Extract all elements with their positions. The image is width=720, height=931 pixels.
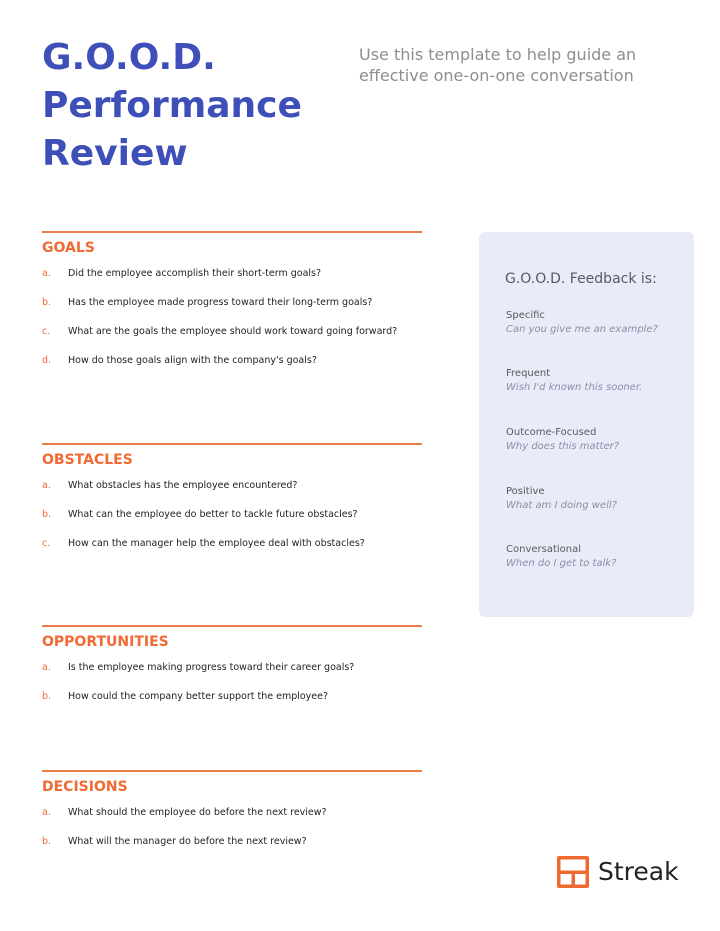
item-letter: b. bbox=[42, 509, 52, 520]
feedback-item-name: Outcome-Focused bbox=[506, 427, 597, 438]
feedback-panel-title: G.O.O.D. Feedback is: bbox=[505, 271, 657, 287]
section-title: OPPORTUNITIES bbox=[42, 634, 169, 650]
list-item bbox=[42, 538, 422, 549]
feedback-item-name: Specific bbox=[506, 310, 545, 321]
section-divider bbox=[42, 231, 422, 233]
feedback-panel bbox=[479, 232, 694, 617]
list-item bbox=[42, 691, 422, 702]
logo-text: Streak bbox=[598, 857, 679, 886]
question-text: What obstacles has the employee encountered? bbox=[68, 480, 298, 491]
item-letter: a. bbox=[42, 807, 51, 818]
title-line: Review bbox=[42, 133, 188, 174]
section-decisions bbox=[42, 770, 422, 847]
section-obstacles bbox=[42, 443, 422, 549]
question-list bbox=[42, 480, 422, 549]
question-list bbox=[42, 662, 422, 702]
list-item bbox=[42, 297, 422, 308]
question-list bbox=[42, 268, 422, 366]
feedback-item-name: Positive bbox=[506, 486, 545, 497]
section-title: DECISIONS bbox=[42, 779, 128, 795]
feedback-item bbox=[506, 309, 686, 337]
item-letter: c. bbox=[42, 538, 51, 549]
item-letter: c. bbox=[42, 326, 51, 337]
question-text: What can the employee do better to tackle future obstacles? bbox=[68, 509, 358, 520]
feedback-item bbox=[506, 426, 686, 454]
question-text: Is the employee making progress toward their career goals? bbox=[68, 662, 355, 673]
section-title: GOALS bbox=[42, 240, 95, 256]
streak-logo-icon bbox=[557, 856, 589, 888]
feedback-item-example: When do I get to talk? bbox=[506, 558, 617, 569]
item-letter: b. bbox=[42, 691, 52, 702]
feedback-item-example: Why does this matter? bbox=[506, 441, 620, 452]
section-goals bbox=[42, 231, 422, 366]
question-text: Did the employee accomplish their short-term goals? bbox=[68, 268, 322, 279]
feedback-item-name: Frequent bbox=[506, 368, 551, 379]
feedback-item-name: Conversational bbox=[506, 544, 582, 555]
list-item bbox=[42, 480, 422, 491]
section-divider bbox=[42, 770, 422, 772]
question-text: What are the goals the employee should work toward going forward? bbox=[68, 326, 398, 337]
subtitle: Use this template to help guide an effective one-on-one conversation bbox=[359, 45, 637, 85]
section-title: OBSTACLES bbox=[42, 452, 133, 468]
section-divider bbox=[42, 443, 422, 445]
section-divider bbox=[42, 625, 422, 627]
feedback-item-example: Can you give me an example? bbox=[506, 324, 658, 335]
item-letter: a. bbox=[42, 662, 51, 673]
feedback-item bbox=[506, 367, 686, 395]
feedback-item bbox=[506, 485, 686, 513]
section-opportunities bbox=[42, 625, 422, 702]
list-item bbox=[42, 326, 422, 337]
feedback-item-example: Wish I'd known this sooner. bbox=[506, 382, 643, 393]
question-text: Has the employee made progress toward their long-term goals? bbox=[68, 297, 373, 308]
question-text: How could the company better support the employee? bbox=[68, 691, 329, 702]
list-item bbox=[42, 836, 422, 847]
question-text: How can the manager help the employee deal with obstacles? bbox=[68, 538, 365, 549]
feedback-item-example: What am I doing well? bbox=[506, 500, 617, 511]
question-list bbox=[42, 807, 422, 847]
title-line: G.O.O.D. bbox=[42, 37, 216, 78]
question-text: What should the employee do before the next review? bbox=[68, 807, 327, 818]
feedback-item bbox=[506, 543, 686, 571]
list-item bbox=[42, 807, 422, 818]
item-letter: a. bbox=[42, 480, 51, 491]
item-letter: b. bbox=[42, 297, 52, 308]
title-line: Performance bbox=[42, 85, 302, 126]
list-item bbox=[42, 268, 422, 279]
list-item bbox=[42, 662, 422, 673]
list-item bbox=[42, 355, 422, 366]
item-letter: a. bbox=[42, 268, 51, 279]
question-text: What will the manager do before the next review? bbox=[68, 836, 307, 847]
streak-logo bbox=[557, 856, 679, 888]
question-text: How do those goals align with the company's goals? bbox=[68, 355, 317, 366]
page-title bbox=[42, 34, 342, 178]
item-letter: d. bbox=[42, 355, 52, 366]
item-letter: b. bbox=[42, 836, 52, 847]
list-item bbox=[42, 509, 422, 520]
